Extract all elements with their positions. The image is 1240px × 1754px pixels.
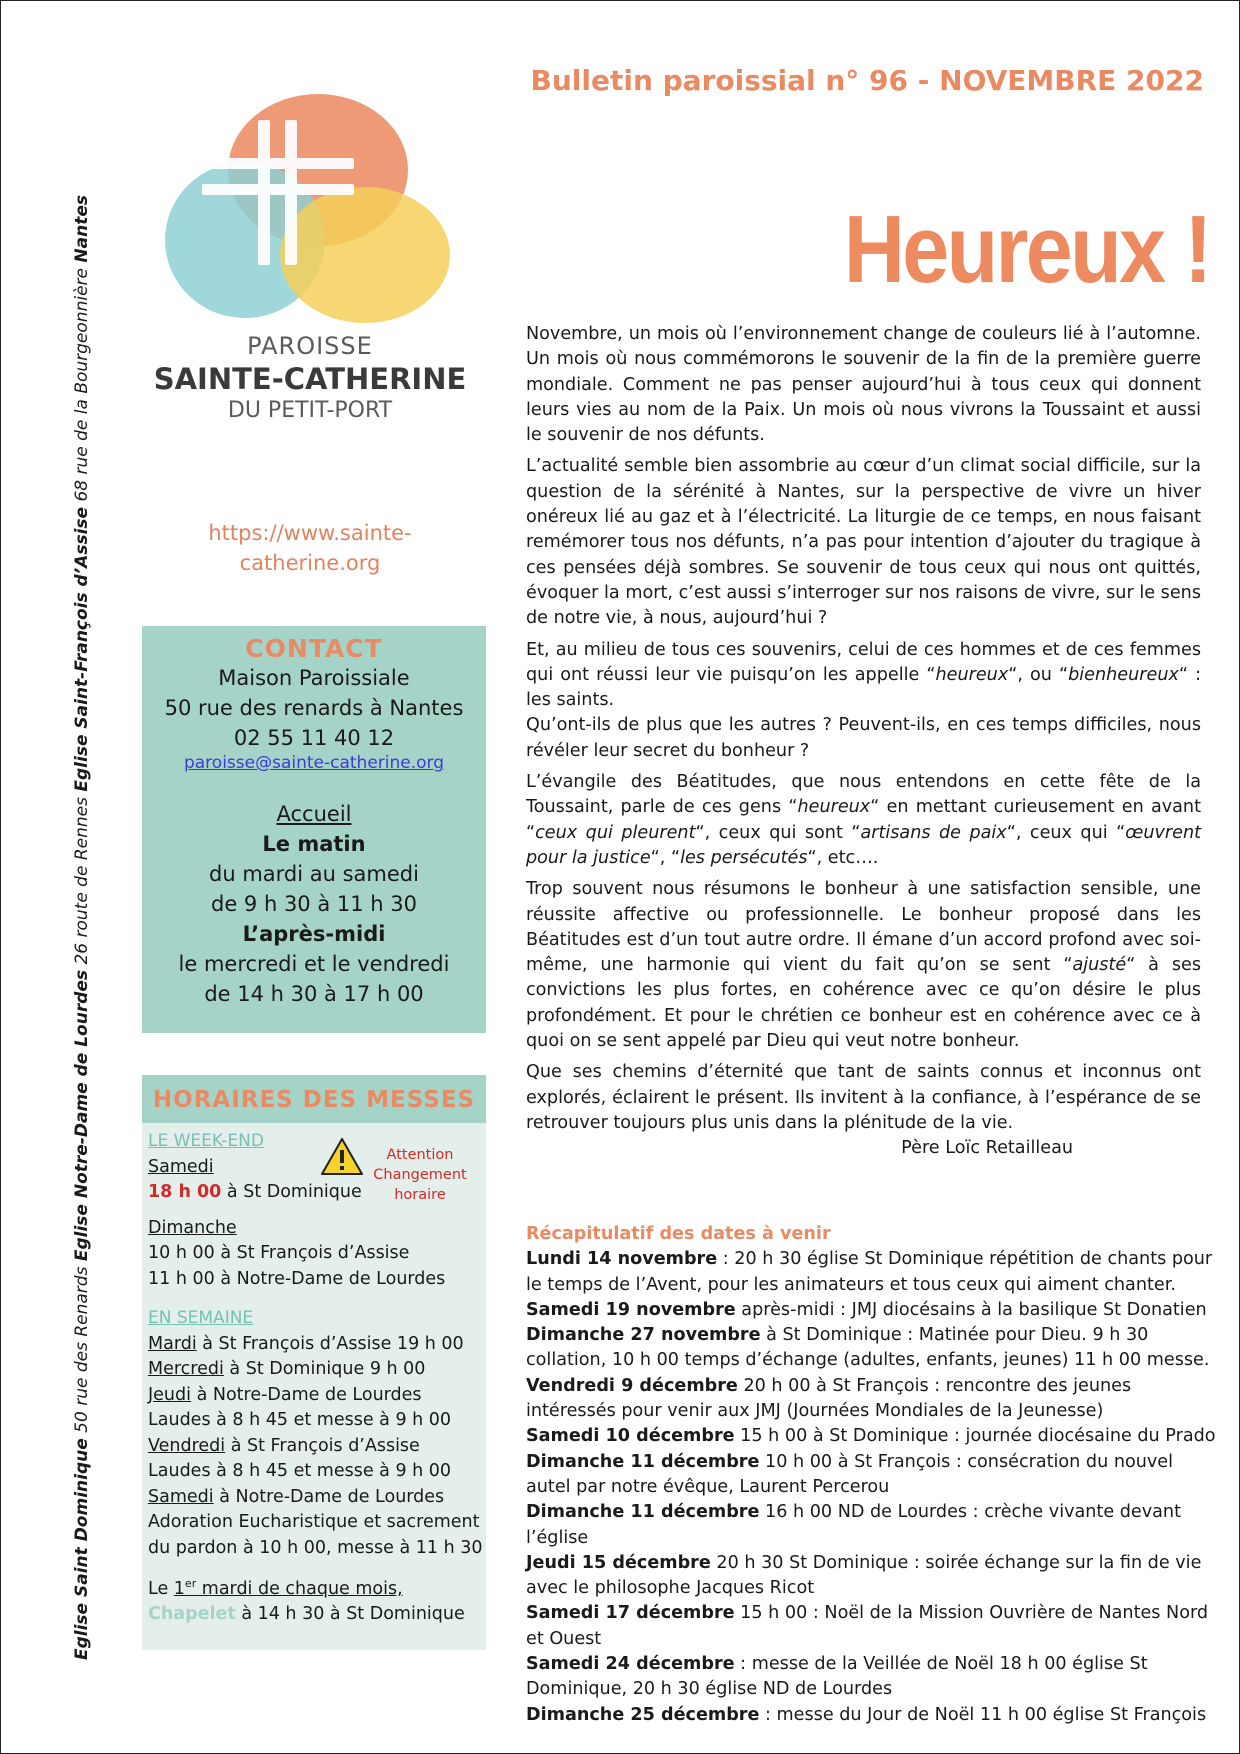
- attention-line-2: Changement: [373, 1167, 467, 1183]
- first-tuesday-underlined: [174, 1579, 403, 1599]
- afternoon-hours: de 14 h 30 à 17 h 00: [204, 982, 424, 1006]
- friday-detail: Laudes à 8 h 45 et messe à 9 h 00: [148, 1461, 452, 1481]
- chapelet-line: [148, 1602, 486, 1628]
- p5-part-d: “, ceux qui “: [1006, 822, 1126, 843]
- contact-phone: 02 55 11 40 12: [233, 726, 395, 750]
- first-tuesday-rest: mardi de chaque mois,: [196, 1578, 403, 1599]
- p3-heureux: heureux: [935, 664, 1009, 685]
- logo-parish-name: SAINTE-CATHERINE: [153, 362, 467, 396]
- upcoming-date-item: [526, 1247, 1216, 1298]
- website-line-2: catherine.org: [239, 551, 381, 575]
- signature: Père Loïc Retailleau: [901, 1138, 1073, 1159]
- p5-part-a: L’évangile des Béatitudes, que nous entendons en cette fête de la Toussaint, parle de ces gens “: [526, 772, 1201, 818]
- editorial: [526, 322, 1201, 1162]
- upcoming-date-label: Dimanche 27 novembre: [526, 1325, 761, 1346]
- churches-side-banner: [62, 195, 102, 1660]
- p3-part-a: Et, au milieu de tous ces souvenirs, celui de ces hommes et de ces femmes qui ont réussi leur vie puisqu’on les appelle “: [526, 639, 1201, 685]
- chapelet-label: Chapelet: [148, 1604, 236, 1625]
- upcoming-date-item: [526, 1500, 1216, 1551]
- weekend-title: LE WEEK-END: [148, 1131, 264, 1151]
- upcoming-date-item: [526, 1323, 1216, 1374]
- upcoming-date-label: Dimanche 11 décembre: [526, 1502, 760, 1523]
- saturday-label: Samedi: [148, 1156, 214, 1177]
- tuesday-mass: [148, 1332, 486, 1358]
- upcoming-date-label: Lundi 14 novembre: [526, 1249, 718, 1270]
- p5-heureux: heureux: [797, 797, 871, 818]
- upcoming-date-label: Vendredi 9 décembre: [526, 1375, 738, 1396]
- church-2-address: 26 route de Rennes: [72, 797, 92, 965]
- upcoming-dates-list: [526, 1247, 1216, 1728]
- afternoon-title: L’après-midi: [242, 922, 386, 946]
- upcoming-date-text: 10 h 00 à St François : consécration du nouvel autel par notre évêque, Laurent Percerou: [526, 1451, 1174, 1497]
- p3-bienheureux: bienheureux: [1068, 664, 1179, 685]
- upcoming-date-text: après-midi : JMJ diocésains à la basilique St Donatien: [735, 1299, 1207, 1320]
- first-tuesday-num: 1: [173, 1578, 185, 1599]
- contact-email-link[interactable]: paroisse@sainte-catherine.org: [183, 753, 445, 773]
- church-1-address: 50 rue des Renards: [72, 1266, 92, 1433]
- editorial-paragraph-5: [526, 770, 1201, 871]
- morning-hours: de 9 h 30 à 11 h 30: [211, 892, 417, 916]
- p6-ajuste: ajusté: [1072, 955, 1127, 976]
- attention-line-3: horaire: [394, 1187, 446, 1203]
- city-name: Nantes: [72, 195, 92, 263]
- p6-part-a: Trop souvent nous résumons le bonheur à une satisfaction sensible, une réussite affective ou professionnelle. Le bonheur proposé dans les Béatitudes est d’un tout autre ordre. Il émane d’un accord profond avec soi-même, une harmonie qui vient du fait qu’on se sent “: [526, 879, 1201, 976]
- p5-part-b: “ en mettant curieusement en avant “: [526, 797, 1201, 843]
- friday-text: à St François d’Assise: [225, 1435, 420, 1456]
- p3-part-c: “ : les saints.: [526, 664, 1201, 711]
- first-tuesday-prefix: Le: [148, 1578, 174, 1599]
- contact-title: CONTACT: [245, 634, 383, 663]
- p5-part-c: “, ceux qui sont “: [695, 822, 861, 843]
- upcoming-date-item: [526, 1551, 1216, 1602]
- attention-note: [370, 1145, 470, 1205]
- church-2-name: Eglise Notre-Dame de Lourdes: [72, 969, 92, 1262]
- sunday-mass-1: 10 h 00 à St François d’Assise: [148, 1243, 410, 1263]
- upcoming-date-item: [526, 1424, 1216, 1449]
- upcoming-dates-title: Récapitulatif des dates à venir: [526, 1224, 831, 1244]
- weekday-title: EN SEMAINE: [148, 1308, 254, 1328]
- upcoming-date-label: Samedi 17 décembre: [526, 1603, 735, 1624]
- thursday-detail: Laudes à 8 h 45 et messe à 9 h 00: [148, 1410, 452, 1430]
- sunday-label: Dimanche: [148, 1217, 237, 1238]
- accueil-title: Accueil: [276, 802, 352, 826]
- morning-title: Le matin: [262, 832, 366, 856]
- upcoming-date-item: [526, 1601, 1216, 1652]
- p5-part-e: “, “: [650, 847, 681, 868]
- upcoming-date-label: Samedi 24 décembre: [526, 1654, 735, 1675]
- p5-pleurent: ceux qui pleurent: [535, 822, 696, 843]
- upcoming-date-label: Dimanche 25 décembre: [526, 1704, 760, 1725]
- editorial-paragraph-7: Que ses chemins d’éternité que tant de saints connus et inconnus ont explorés, éclairent le présent. Ils invitent à la confiance, à l’espérance de se retrouver toujours plus unis dans la plénitude de la vie.: [526, 1062, 1201, 1133]
- first-tuesday-sup: er: [184, 1577, 197, 1590]
- upcoming-date-text: à St Dominique : Matinée pour Dieu. 9 h 30 collation, 10 h 00 temps d’échange (adultes, enfants, jeunes) 11 h 00 messe.: [526, 1325, 1210, 1371]
- upcoming-date-text: : messe du Jour de Noël 11 h 00 église St François: [759, 1704, 1207, 1725]
- saturday-weekday-mass: [148, 1485, 486, 1511]
- warning-icon: [320, 1137, 364, 1177]
- upcoming-date-label: Samedi 19 novembre: [526, 1299, 736, 1320]
- contact-address: 50 rue des renards à Nantes: [164, 696, 464, 720]
- bulletin-title: Bulletin paroissial n° 96 - NOVEMBRE 2022: [530, 64, 1204, 97]
- mass-schedule-title: HORAIRES DES MESSES: [142, 1075, 486, 1123]
- upcoming-date-label: Samedi 10 décembre: [526, 1426, 735, 1447]
- wednesday-mass: [148, 1357, 486, 1383]
- thursday-label: Jeudi: [148, 1384, 191, 1405]
- upcoming-dates: [526, 1222, 1216, 1728]
- p5-oeuvrent: œuvrent pour la justice: [526, 822, 1201, 868]
- upcoming-date-item: [526, 1703, 1216, 1728]
- upcoming-date-text: : messe de la Veillée de Noël 18 h 00 église St Dominique, 20 h 30 église ND de Lourdes: [526, 1654, 1148, 1700]
- editorial-paragraph-2: L’actualité semble bien assombrie au cœur d’un climat social difficile, sur la question de la sérénité à Nantes, sur la perspective de vivre un hiver onéreux lié au gaz et à l’électricité. La liturgie de ce temps, en nous faisant remémorer tous nos défunts, n’a pas pour intention d’ajouter du tragique à ces pensées déjà sombres. Se souvenir de tous ceux qui nous ont quittés, évoquer la mort, c’est aussi s’interroger sur nos raisons de vivre, sur le sens de notre vie, à nous, aujourd’hui ?: [526, 456, 1201, 629]
- upcoming-date-item: [526, 1298, 1216, 1323]
- churches-side-text: [62, 195, 102, 1660]
- headline: Heureux !: [844, 196, 1210, 303]
- editorial-paragraph-4: Qu’ont-ils de plus que les autres ? Peuvent-ils, en ces temps difficiles, nous révéler leur secret du bonheur ?: [526, 715, 1201, 761]
- chapelet-text: à 14 h 30 à St Dominique: [235, 1604, 465, 1625]
- p3-part-b: “, ou “: [1008, 664, 1069, 685]
- editorial-paragraph-3: [526, 638, 1201, 714]
- tuesday-label: Mardi: [148, 1333, 197, 1354]
- morning-days: du mardi au samedi: [209, 862, 419, 886]
- editorial-paragraph-1: Novembre, un mois où l’environnement change de couleurs lié à l’automne. Un mois où nous commémorons le souvenir de la fin de la première guerre mondiale. Comment ne pas penser aujourd’hui à tous ceux qui donnent leurs vies au nom de la Paix. Un mois où nous vivrons la Toussaint et aussi le souvenir de nos défunts.: [526, 324, 1201, 446]
- attention-line-1: Attention: [386, 1147, 454, 1163]
- sunday-mass-2: 11 h 00 à Notre-Dame de Lourdes: [148, 1268, 446, 1289]
- upcoming-date-text: 20 h 30 St Dominique : soirée échange sur la fin de vie avec le philosophe Jacques Ricot: [526, 1552, 1202, 1599]
- upcoming-date-label: Jeudi 15 décembre: [526, 1552, 711, 1573]
- p6-part-b: “ à ses convictions les plus fortes, en cohérence avec ce qu’on désire le plus profondément. Et pour le chrétien ce bonheur est en cohérence avec ce à quoi on se sent appelé par Dieu qui veut notre bonheur.: [526, 955, 1201, 1052]
- p5-persecutes: les persécutés: [680, 847, 808, 868]
- upcoming-date-text: : 20 h 30 église St Dominique répétition de chants pour le temps de l’Avent, pour les animateurs et tous ceux qui aiment chanter.: [526, 1249, 1213, 1295]
- saturday-detail-2: du pardon à 10 h 00, messe à 11 h 30: [148, 1537, 483, 1558]
- saturday-weekday-label: Samedi: [148, 1486, 214, 1507]
- wednesday-label: Mercredi: [148, 1359, 224, 1379]
- logo-paroisse: PAROISSE: [247, 332, 373, 360]
- saturday-detail-1: Adoration Eucharistique et sacrement: [148, 1512, 480, 1532]
- wednesday-text: à St Dominique 9 h 00: [223, 1359, 426, 1379]
- friday-label: Vendredi: [148, 1435, 226, 1456]
- tuesday-text: à St François d’Assise 19 h 00: [196, 1333, 464, 1354]
- upcoming-date-label: Dimanche 11 décembre: [526, 1451, 760, 1472]
- contact-box: [142, 626, 486, 1033]
- website-link[interactable]: [160, 518, 460, 578]
- saturday-time: 18 h 00: [148, 1182, 222, 1202]
- saturday-place: à St Dominique: [221, 1182, 362, 1202]
- thursday-mass: [148, 1383, 486, 1409]
- p5-part-f: “, etc….: [807, 847, 879, 868]
- friday-mass: [148, 1434, 486, 1460]
- logo-subtitle: DU PETIT-PORT: [227, 398, 393, 423]
- upcoming-date-item: [526, 1652, 1216, 1703]
- upcoming-date-item: [526, 1450, 1216, 1501]
- church-3-address: 68 rue de la Bourgeonnière: [72, 268, 92, 502]
- upcoming-date-text: 16 h 00 ND de Lourdes : crèche vivante devant l’église: [526, 1502, 1181, 1548]
- upcoming-date-item: [526, 1374, 1216, 1425]
- church-3-name: Eglise Saint-François d’Assise: [72, 506, 92, 792]
- p5-artisans: artisans de paix: [860, 822, 1007, 843]
- upcoming-date-text: 15 h 00 à St Dominique : journée diocésaine du Prado: [734, 1426, 1216, 1447]
- first-tuesday-note: [148, 1571, 486, 1602]
- upcoming-date-text: 15 h 00 : Noël de la Mission Ouvrière de Nantes Nord et Ouest: [526, 1603, 1209, 1649]
- thursday-text: à Notre-Dame de Lourdes: [191, 1384, 422, 1405]
- church-1-name: Eglise Saint Dominique: [72, 1438, 92, 1660]
- afternoon-days: le mercredi et le vendredi: [178, 952, 450, 976]
- website-line-1: https://www.sainte-: [208, 521, 412, 545]
- editorial-paragraph-6: [526, 877, 1201, 1054]
- contact-name: Maison Paroissiale: [218, 666, 410, 690]
- upcoming-date-text: 20 h 00 à St François : rencontre des jeunes intéressés pour venir aux JMJ (Journées Mondiales de la Jeunesse): [526, 1375, 1132, 1422]
- parish-logo: [160, 90, 460, 340]
- saturday-weekday-text: à Notre-Dame de Lourdes: [213, 1486, 445, 1507]
